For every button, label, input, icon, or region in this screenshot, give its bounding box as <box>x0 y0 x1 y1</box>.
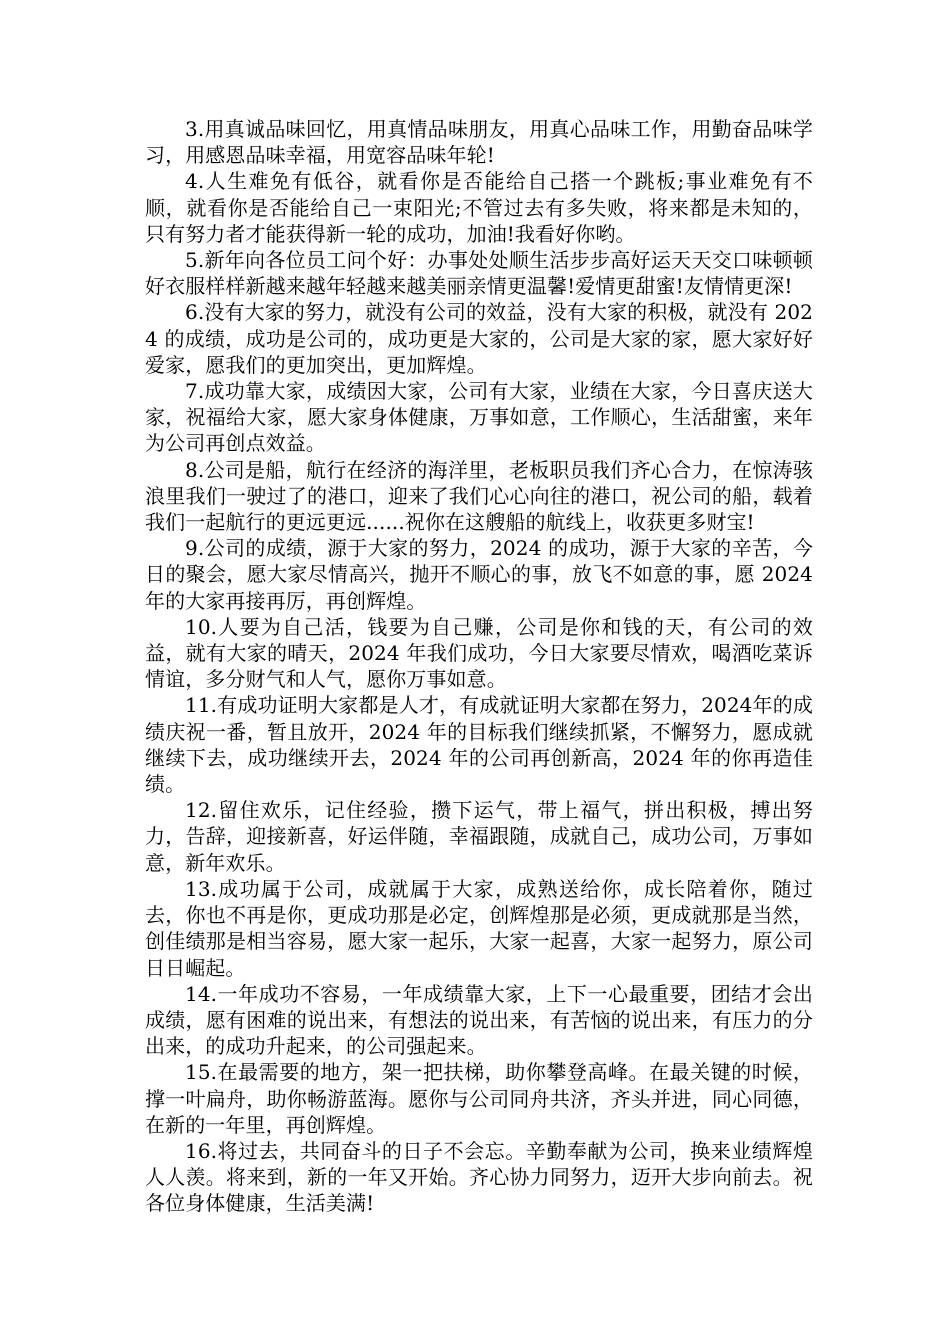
paragraph-4: 4.人生难免有低谷，就看你是否能给自己搭一个跳板;事业难免有不顺，就看你是否能给自己一束阳光;不管过去有多失败，将来都是未知的，只有努力者才能获得新一轮的成功，加油!我看好你哟。 <box>145 169 813 246</box>
paragraph-12: 12.留住欢乐，记住经验，攒下运气，带上福气，拼出积极，搏出努力，告辞，迎接新喜，好运伴随，幸福跟随，成就自己，成功公司，万事如意，新年欢乐。 <box>145 798 813 875</box>
paragraph-14: 14.一年成功不容易，一年成绩靠大家，上下一心最重要，团结才会出成绩，愿有困难的说出来，有想法的说出来，有苦恼的说出来，有压力的分出来，的成功升起来，的公司强起来。 <box>145 981 813 1059</box>
paragraph-8: 8.公司是船，航行在经济的海洋里，老板职员我们齐心合力，在惊涛骇浪里我们一驶过了的港口，迎来了我们心心向往的港口，祝公司的船，载着我们一起航行的更远更远......祝你在这艘船的航线上，收获更多财宝! <box>145 457 813 535</box>
paragraph-7: 7.成功靠大家，成绩因大家，公司有大家，业绩在大家，今日喜庆送大家，祝福给大家，愿大家身体健康，万事如意，工作顺心，生活甜蜜，来年为公司再创点效益。 <box>145 379 813 456</box>
paragraph-13: 13.成功属于公司，成就属于大家，成熟送给你，成长陪着你，随过去，你也不再是你，更成功那是必定，创辉煌那是必须，更成就那是当然，创佳绩那是相当容易，愿大家一起乐，大家一起喜，大家一起努力，原公司日日崛起。 <box>145 876 813 980</box>
paragraph-9: 9.公司的成绩，源于大家的努力，2024 的成功，源于大家的辛苦，今日的聚会，愿大家尽情高兴，抛开不顺心的事，放飞不如意的事，愿 2024 年的大家再接再厉，再创辉煌。 <box>145 536 813 613</box>
paragraph-3: 3.用真诚品味回忆，用真情品味朋友，用真心品味工作，用勤奋品味学习，用感恩品味幸福，用宽容品味年轮! <box>145 117 813 168</box>
document-body <box>145 116 813 1217</box>
paragraph-11: 11.有成功证明大家都是人才，有成就证明大家都在努力，2024年的成绩庆祝一番，暂且放开，2024 年的目标我们继续抓紧，不懈努力，愿成就继续下去，成功继续开去，2024 年的公司再创新高，2024 年的你再造佳绩。 <box>145 693 813 797</box>
paragraph-16: 16.将过去，共同奋斗的日子不会忘。辛勤奉献为公司，换来业绩辉煌人人羡。将来到，新的一年又开始。齐心协力同努力，迈开大步向前去。祝各位身体健康，生活美满! <box>145 1138 813 1216</box>
paragraph-10: 10.人要为自己活，钱要为自己赚，公司是你和钱的天，有公司的效益，就有大家的晴天，2024 年我们成功，今日大家要尽情欢，喝酒吃菜诉情谊，多分财气和人气，愿你万事如意。 <box>145 614 813 692</box>
paragraph-6: 6.没有大家的努力，就没有公司的效益，没有大家的积极，就没有 2024 的成绩，成功是公司的，成功更是大家的，公司是大家的家，愿大家好好爱家，愿我们的更加突出，更加辉煌。 <box>145 300 813 377</box>
paragraph-15: 15.在最需要的地方，架一把扶梯，助你攀登高峰。在最关键的时候，撑一叶扁舟，助你畅游蓝海。愿你与公司同舟共济，齐头并进，同心同德，在新的一年里，再创辉煌。 <box>145 1060 813 1137</box>
paragraph-5: 5.新年向各位员工问个好：办事处处顺生活步步高好运天天交口味顿顿好衣服样样新越来越年轻越来越美丽亲情更温馨!爱情更甜蜜!友情情更深! <box>145 248 813 299</box>
